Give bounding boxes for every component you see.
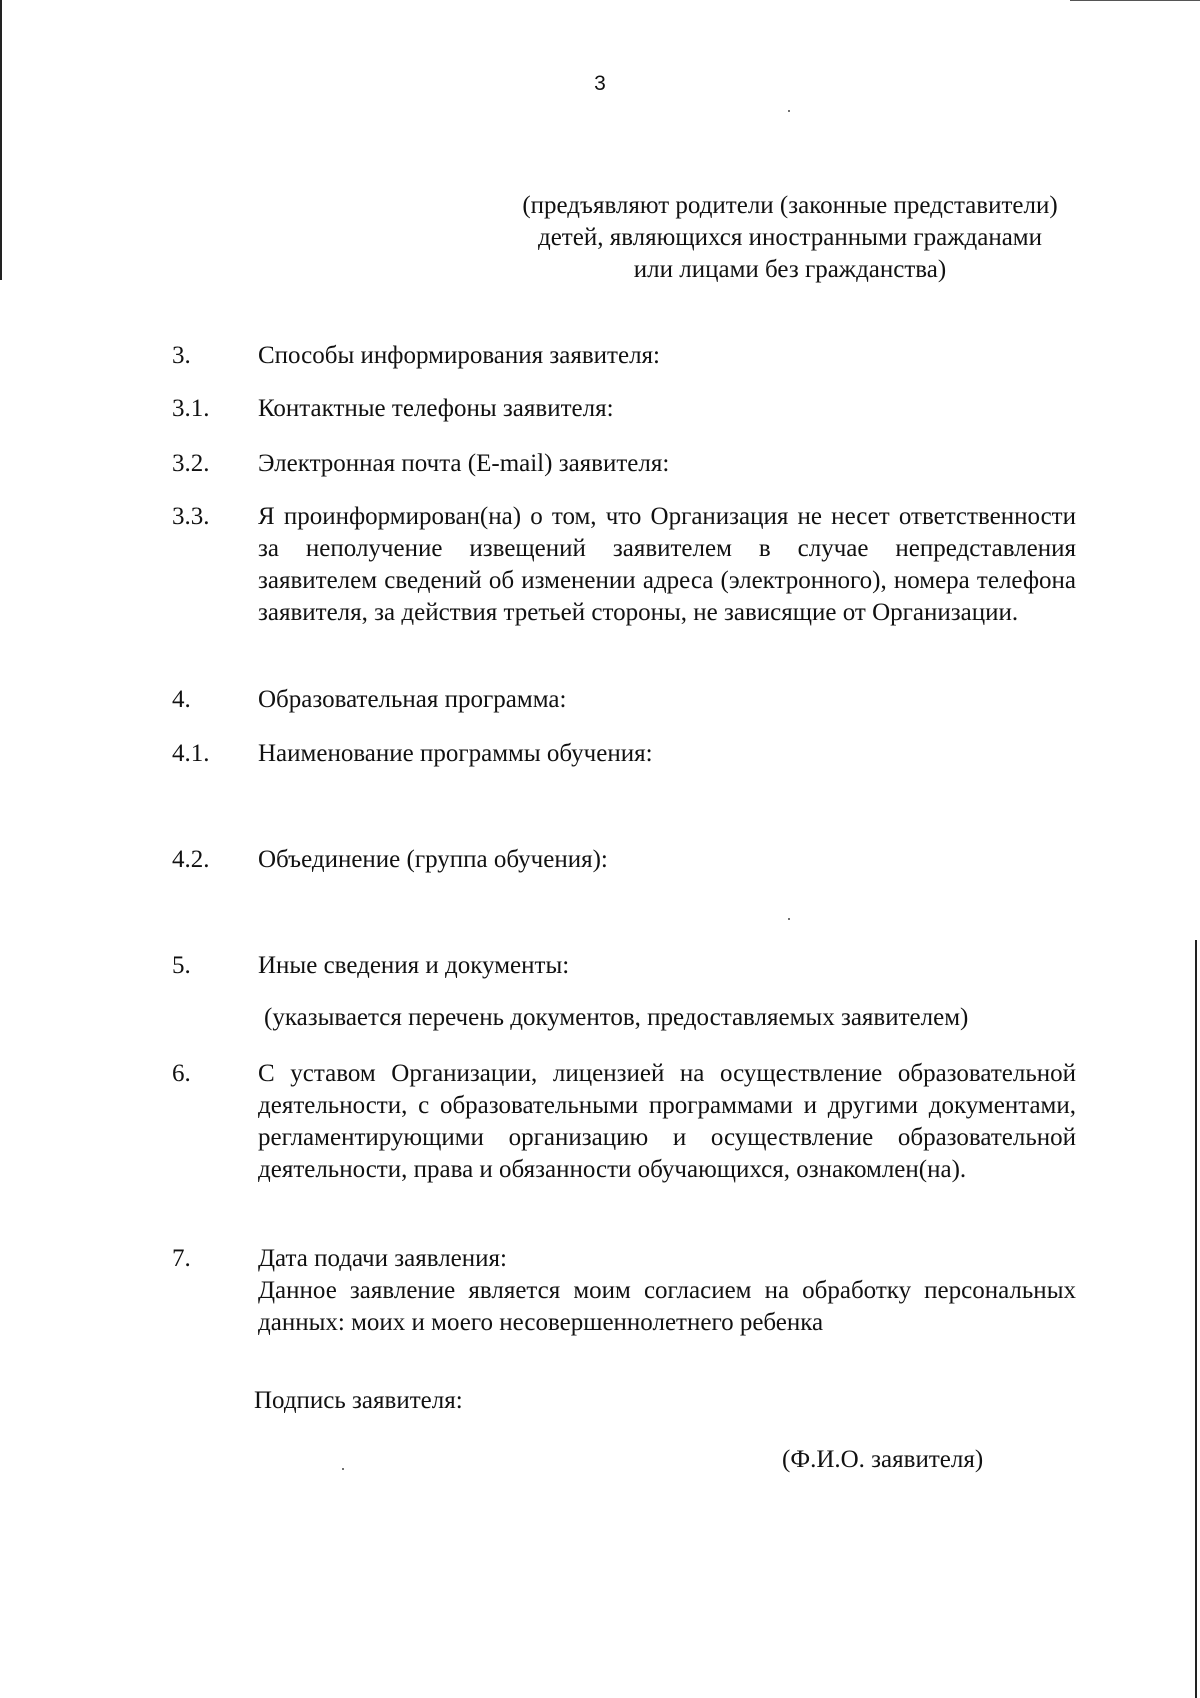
item-text: Образовательная программа: — [258, 686, 567, 713]
item-text: Я проинформирован(на) о том, что Организация не несет ответственности за неполучение извещений заявителем в случае непредставления заявителем сведений об изменении адреса (электронного), номера телефона заявителя, за действия третьей стороны, не зависящие от Организации. — [258, 503, 1076, 626]
documents-hint: (указывается перечень документов, предоставляемых заявителем) — [264, 1004, 969, 1031]
item-number: 3. — [172, 342, 191, 369]
item-number: 4. — [172, 686, 191, 713]
item-number: 3.2. — [172, 450, 210, 477]
item-text: Контактные телефоны заявителя: — [258, 395, 614, 422]
item-number: 7. — [172, 1245, 191, 1272]
page-number: 3 — [594, 72, 606, 95]
item-number: 5. — [172, 952, 191, 979]
item-text: Объединение (группа обучения): — [258, 846, 608, 873]
applicant-note: (предъявляют родители (законные представители) детей, являющихся иностранными гражданами или лицами без гражданства) — [522, 192, 1058, 283]
consent-text: Данное заявление является моим согласием на обработку персональных данных: моих и моего несовершеннолетнего ребенка — [258, 1277, 1076, 1336]
item-text: Дата подачи заявления: — [258, 1245, 507, 1272]
item-number: 3.1. — [172, 395, 210, 422]
item-number: 3.3. — [172, 503, 210, 530]
scan-edge-right — [1195, 940, 1197, 1698]
item-text: С уставом Организации, лицензией на осуществление образовательной деятельности, с образовательными программами и другими документами, регламентирующими организацию и осуществление образовательной деятельности, права и обязанности обучающихся, ознакомлен(на). — [258, 1060, 1076, 1183]
fio-label: (Ф.И.О. заявителя) — [782, 1446, 984, 1473]
item-number: 4.1. — [172, 740, 210, 767]
scan-speck — [342, 1468, 344, 1470]
item-number: 6. — [172, 1060, 191, 1087]
item-text: Наименование программы обучения: — [258, 740, 653, 767]
signature-label: Подпись заявителя: — [254, 1387, 463, 1414]
item-text: Электронная почта (E-mail) заявителя: — [258, 450, 670, 477]
scan-speck — [788, 110, 790, 112]
scan-edge-top — [1070, 0, 1200, 1]
item-number: 4.2. — [172, 846, 210, 873]
scan-speck — [788, 918, 790, 920]
item-text: Способы информирования заявителя: — [258, 342, 660, 369]
scan-edge-left — [0, 0, 2, 280]
item-text: Иные сведения и документы: — [258, 952, 570, 979]
